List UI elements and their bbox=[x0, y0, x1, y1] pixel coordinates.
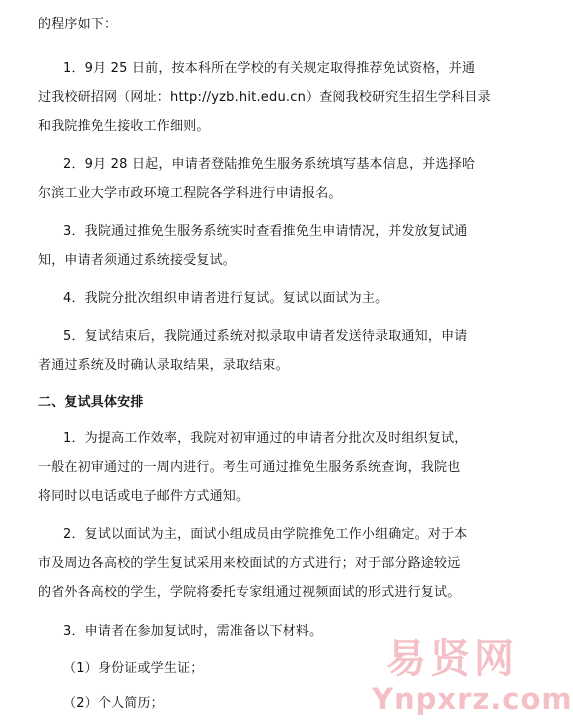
watermark-text-en: Ynpxrz.com bbox=[372, 682, 573, 716]
section-heading: 二、复试具体安排 bbox=[38, 395, 144, 410]
text-line: 的程序如下： bbox=[38, 17, 118, 32]
text-line: 2．9月 28 日起，申请者登陆推免生服务系统填写基本信息，并选择哈 bbox=[63, 157, 476, 172]
text-line: 和我院推免生接收工作细则。 bbox=[38, 119, 210, 134]
text-line: 5．复试结束后，我院通过系统对拟录取申请者发送待录取通知，申请 bbox=[63, 329, 468, 344]
text-line: 过我校研招网（网址：http://yzb.hit.edu.cn）查阅我校研究生招生学科目录 bbox=[38, 90, 491, 105]
list-item: （2）个人简历； bbox=[63, 696, 164, 711]
text-line: 知，申请者须通过系统接受复试。 bbox=[38, 253, 237, 268]
text-line: 将同时以电话或电子邮件方式通知。 bbox=[38, 489, 250, 504]
text-line: 1．为提高工作效率，我院对初审通过的申请者分批次及时组织复试， bbox=[63, 431, 468, 446]
watermark-text-cn: 易贤网 bbox=[386, 636, 518, 682]
text-line: 1．9月 25 日前，按本科所在学校的有关规定取得推荐免试资格，并通 bbox=[63, 61, 476, 76]
text-line: 4．我院分批次组织申请者进行复试。复试以面试为主。 bbox=[63, 291, 389, 306]
text-line: 3．申请者在参加复试时，需准备以下材料。 bbox=[63, 624, 323, 639]
text-line: 2．复试以面试为主，面试小组成员由学院推免工作小组确定。对于本 bbox=[63, 527, 468, 542]
text-line: 的省外各高校的学生，学院将委托专家组通过视频面试的形式进行复试。 bbox=[38, 585, 461, 600]
text-line: 一般在初审通过的一周内进行。考生可通过推免生服务系统查询，我院也 bbox=[38, 460, 461, 475]
text-line: 3．我院通过推免生服务系统实时查看推免生申请情况，并发放复试通 bbox=[63, 224, 468, 239]
text-line: 市及周边各高校的学生复试采用来校面试的方式进行；对于部分路途较远 bbox=[38, 556, 461, 571]
list-item: （1）身份证或学生证； bbox=[63, 661, 204, 676]
text-line: 尔滨工业大学市政环境工程院各学科进行申请报名。 bbox=[38, 186, 342, 201]
text-line: 者通过系统及时确认录取结果，录取结束。 bbox=[38, 358, 289, 373]
